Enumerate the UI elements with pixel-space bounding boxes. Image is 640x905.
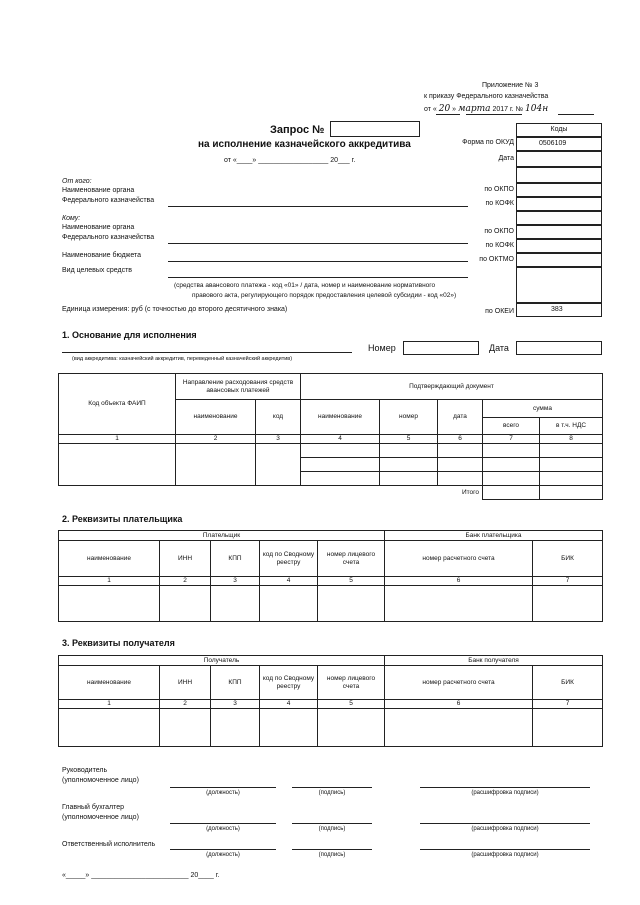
recipient-col: номер расчетного счета	[385, 666, 533, 700]
doc-cell[interactable]	[540, 472, 603, 486]
appendix-date-number: 104н	[525, 104, 549, 114]
section1-title: 1. Основание для исполнения	[62, 330, 197, 340]
col-num: 1	[59, 700, 160, 709]
accountant-decoding-line[interactable]	[420, 823, 590, 824]
col-num: 6	[385, 700, 533, 709]
from-field-line[interactable]	[168, 206, 468, 207]
oktmo-label: по ОКТМО	[479, 256, 514, 263]
doc-cell[interactable]	[301, 472, 380, 486]
kofk1-label: по КОФК	[485, 200, 514, 207]
recipient-cell[interactable]	[59, 709, 160, 747]
accountant-decoding-caption: (расшифровка подписи)	[471, 826, 539, 832]
head-signature-caption: (подпись)	[318, 790, 346, 796]
payer-group: Плательщик	[59, 531, 385, 541]
section2-table	[58, 530, 603, 622]
okei-label: по ОКЕИ	[485, 308, 514, 315]
col-num: 7	[533, 577, 603, 586]
col-num: 4	[301, 435, 380, 444]
col-num: 3	[256, 435, 301, 444]
recipient-col: КПП	[211, 666, 260, 700]
okud-value: 0506109	[516, 137, 602, 151]
request-number-field[interactable]	[330, 121, 420, 137]
col-num: 1	[59, 435, 176, 444]
accountant-label-1: Главный бухгалтер	[62, 804, 124, 811]
doc-cell[interactable]	[483, 458, 540, 472]
from-label: От кого:	[62, 178, 92, 185]
col-doc: Подтверждающий документ	[301, 374, 603, 400]
to-label: Кому:	[62, 215, 81, 222]
col-num: 7	[533, 700, 603, 709]
col-total: всего	[483, 418, 540, 435]
payer-col: номер расчетного счета	[385, 541, 533, 577]
accountant-label-2: (уполномоченное лицо)	[62, 814, 139, 821]
kofk2-field[interactable]	[516, 239, 602, 253]
doc-cell[interactable]	[301, 458, 380, 472]
col-direction: Направление расходования средств авансовых платежей	[176, 374, 301, 400]
appendix-line1: Приложение № 3	[482, 82, 539, 89]
request-subtitle: на исполнение казначейского аккредитива	[198, 139, 411, 150]
payer-col: ИНН	[160, 541, 211, 577]
section3-table	[58, 655, 603, 747]
to-treasury: Федерального казначейства	[62, 234, 155, 241]
head-signature-line[interactable]	[292, 787, 372, 788]
recipient-group: Получатель	[59, 656, 385, 666]
col-number: номер	[380, 400, 438, 435]
doc-cell[interactable]	[301, 444, 380, 458]
recipient-cell[interactable]	[533, 709, 603, 747]
section2-title: 2. Реквизиты плательщика	[62, 514, 183, 524]
col-num: 6	[438, 435, 483, 444]
payer-col: код по Сводному реестру	[260, 541, 318, 577]
doc-cell[interactable]	[540, 444, 603, 458]
budget-label: Наименование бюджета	[62, 252, 142, 259]
col-num: 5	[318, 577, 385, 586]
funds-note-2: правового акта, регулирующего порядок предоставления целевой субсидии - код «02»)	[192, 292, 457, 299]
payer-bank-group: Банк плательщика	[385, 531, 603, 541]
budget-field-line[interactable]	[168, 261, 468, 262]
appendix-date-day: 20	[438, 104, 451, 114]
col-name: наименование	[176, 400, 256, 435]
total-label: Итого	[461, 488, 479, 496]
total-sum-cell[interactable]	[483, 486, 540, 500]
col-num: 5	[318, 700, 385, 709]
accountant-position-caption: (должность)	[206, 826, 240, 832]
recipient-col: код по Сводному реестру	[260, 666, 318, 700]
doc-cell[interactable]	[380, 458, 438, 472]
col-date: дата	[438, 400, 483, 435]
executor-position-caption: (должность)	[206, 852, 240, 858]
kofk2-label: по КОФК	[485, 242, 514, 249]
section1-date-field[interactable]	[516, 341, 602, 355]
payer-col: БИК	[533, 541, 603, 577]
col-code: код	[256, 400, 301, 435]
direction-code-cell[interactable]	[256, 444, 301, 486]
appendix-date-year: 2017 г. №	[492, 106, 524, 113]
appendix-date-prefix: от «	[424, 106, 437, 113]
doc-cell[interactable]	[483, 472, 540, 486]
col-doc-name: наименование	[301, 400, 380, 435]
col-num: 3	[211, 577, 260, 586]
accountant-position-line[interactable]	[170, 823, 276, 824]
executor-decoding-caption: (расшифровка подписи)	[471, 852, 539, 858]
total-vat-cell[interactable]	[540, 486, 603, 500]
recipient-cell[interactable]	[385, 709, 533, 747]
col-faip: Код объекта ФАИП	[59, 374, 176, 435]
funds-label: Вид целевых средств	[62, 267, 133, 274]
okpo1-label: по ОКПО	[484, 186, 514, 193]
date-code-field[interactable]	[516, 151, 602, 167]
doc-cell[interactable]	[438, 472, 483, 486]
col-num: 2	[160, 577, 211, 586]
doc-cell[interactable]	[380, 472, 438, 486]
executor-decoding-line[interactable]	[420, 849, 590, 850]
payer-col: наименование	[59, 541, 160, 577]
recipient-cell[interactable]	[318, 709, 385, 747]
unit-label: Единица измерения: руб (с точностью до второго десятичного знака)	[62, 306, 288, 313]
doc-cell[interactable]	[540, 458, 603, 472]
accreditive-type-line[interactable]	[62, 352, 352, 353]
to-org: Наименование органа	[62, 224, 135, 231]
recipient-col: наименование	[59, 666, 160, 700]
accountant-signature-caption: (подпись)	[318, 826, 346, 832]
recipient-col: ИНН	[160, 666, 211, 700]
recipient-cell[interactable]	[160, 709, 211, 747]
doc-cell[interactable]	[483, 444, 540, 458]
accreditive-type-caption: (вид аккредитива: казначейский аккредитив, переведенный казначейский аккредитив)	[72, 356, 293, 362]
head-decoding-caption: (расшифровка подписи)	[471, 790, 539, 796]
payer-cell[interactable]	[59, 586, 160, 622]
okpo2-label: по ОКПО	[484, 228, 514, 235]
okpo2-field[interactable]	[516, 225, 602, 239]
executor-signature-line[interactable]	[292, 849, 372, 850]
col-num: 2	[160, 700, 211, 709]
recipient-bank-group: Банк получателя	[385, 656, 603, 666]
col-num: 4	[260, 577, 318, 586]
code-blank-field-2[interactable]	[516, 211, 602, 225]
direction-name-cell[interactable]	[176, 444, 256, 486]
col-num: 5	[380, 435, 438, 444]
head-label-1: Руководитель	[62, 767, 108, 774]
accountant-signature-line[interactable]	[292, 823, 372, 824]
okei-value: 383	[516, 303, 602, 317]
section1-table	[58, 373, 603, 500]
request-date-line: от «____» __________________ 20___ г.	[224, 157, 356, 164]
okud-label: Форма по ОКУД	[462, 139, 514, 146]
col-num: 3	[211, 700, 260, 709]
appendix-line2: к приказу Федерального казначейства	[424, 93, 549, 100]
head-position-caption: (должность)	[206, 790, 240, 796]
doc-cell[interactable]	[380, 444, 438, 458]
col-sum: сумма	[483, 400, 603, 418]
col-num: 8	[540, 435, 603, 444]
oktmo-field[interactable]	[516, 253, 602, 267]
doc-cell[interactable]	[438, 458, 483, 472]
section3-title: 3. Реквизиты получателя	[62, 638, 175, 648]
payer-cell[interactable]	[211, 586, 260, 622]
payer-cell[interactable]	[385, 586, 533, 622]
appendix-date-month: марта	[458, 104, 491, 114]
kofk1-field[interactable]	[516, 197, 602, 211]
section1-date-label: Дата	[489, 343, 509, 353]
col-num: 1	[59, 577, 160, 586]
section1-number-field[interactable]	[403, 341, 479, 355]
date-code-label: Дата	[498, 155, 514, 162]
to-field-line[interactable]	[168, 243, 468, 244]
funds-code-field[interactable]	[516, 267, 602, 303]
executor-label: Ответственный исполнитель	[62, 841, 156, 848]
col-num: 6	[385, 577, 533, 586]
recipient-cell[interactable]	[211, 709, 260, 747]
okpo1-field[interactable]	[516, 183, 602, 197]
faip-cell[interactable]	[59, 444, 176, 486]
payer-col: КПП	[211, 541, 260, 577]
col-num: 2	[176, 435, 256, 444]
appendix-date-mid: »	[452, 106, 457, 113]
signature-date-line[interactable]: «_____» _________________________ 20____ г.	[62, 872, 220, 879]
executor-signature-caption: (подпись)	[318, 852, 346, 858]
codes-header: Коды	[516, 123, 602, 137]
code-blank-field[interactable]	[516, 167, 602, 183]
funds-note-1: (средства авансового платежа - код «01» / дата, номер и наименование нормативного	[174, 282, 436, 289]
head-label-2: (уполномоченное лицо)	[62, 777, 139, 784]
payer-cell[interactable]	[533, 586, 603, 622]
from-treasury: Федерального казначейства	[62, 197, 155, 204]
payer-col: номер лицевого счета	[318, 541, 385, 577]
col-num: 4	[260, 700, 318, 709]
funds-field-line[interactable]	[168, 277, 468, 278]
recipient-col: номер лицевого счета	[318, 666, 385, 700]
recipient-cell[interactable]	[260, 709, 318, 747]
col-vat: в т.ч. НДС	[540, 418, 603, 435]
doc-cell[interactable]	[438, 444, 483, 458]
from-org: Наименование органа	[62, 187, 135, 194]
request-label: Запрос №	[270, 124, 325, 136]
section1-number-label: Номер	[368, 343, 396, 353]
payer-cell[interactable]	[160, 586, 211, 622]
head-position-line[interactable]	[170, 787, 276, 788]
executor-position-line[interactable]	[170, 849, 276, 850]
payer-cell[interactable]	[318, 586, 385, 622]
head-decoding-line[interactable]	[420, 787, 590, 788]
payer-cell[interactable]	[260, 586, 318, 622]
col-num: 7	[483, 435, 540, 444]
recipient-col: БИК	[533, 666, 603, 700]
